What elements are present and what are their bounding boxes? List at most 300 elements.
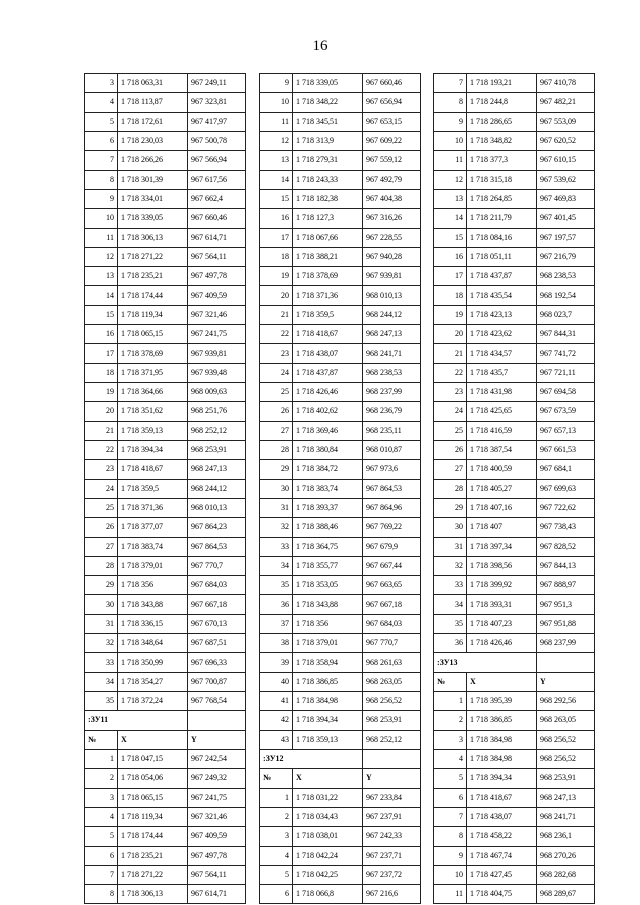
y-coordinate-cell: 968 023,7 — [537, 305, 595, 324]
table-row — [85, 151, 246, 170]
table-row — [260, 692, 421, 711]
x-coordinate-cell: 1 718 264,85 — [467, 189, 537, 208]
point-number-cell: 25 — [85, 498, 118, 517]
point-number-cell: 26 — [434, 440, 467, 459]
table-row — [85, 363, 246, 382]
x-coordinate-cell: 1 718 054,06 — [118, 769, 188, 788]
y-coordinate-cell: 967 410,78 — [537, 74, 595, 93]
x-coordinate-cell: 1 718 379,01 — [118, 556, 188, 575]
y-coordinate-cell: 968 253,91 — [188, 440, 246, 459]
section-title-row — [260, 749, 421, 768]
point-number-cell: 6 — [434, 788, 467, 807]
y-coordinate-cell: 968 247,13 — [363, 325, 421, 344]
y-coordinate-cell: 967 401,45 — [537, 209, 595, 228]
table-row — [85, 421, 246, 440]
x-coordinate-cell: 1 718 369,46 — [293, 421, 363, 440]
y-coordinate-cell: 968 253,91 — [537, 769, 595, 788]
point-number-cell: 13 — [260, 151, 293, 170]
table-row — [85, 247, 246, 266]
x-coordinate-cell: 1 718 400,59 — [467, 460, 537, 479]
y-coordinate-cell: 967 566,94 — [188, 151, 246, 170]
point-number-cell: 28 — [260, 440, 293, 459]
section-title-row — [85, 711, 246, 730]
x-coordinate-cell: 1 718 343,88 — [118, 595, 188, 614]
y-coordinate-cell: 968 270,26 — [537, 846, 595, 865]
y-coordinate-cell: 967 617,56 — [188, 170, 246, 189]
x-coordinate-cell: 1 718 394,34 — [118, 440, 188, 459]
point-number-cell: 16 — [260, 209, 293, 228]
point-number-cell: 20 — [85, 402, 118, 421]
table-row — [434, 93, 595, 112]
y-coordinate-cell: 967 241,75 — [188, 325, 246, 344]
table-row — [85, 305, 246, 324]
table-row — [434, 537, 595, 556]
table-row — [260, 730, 421, 749]
table-row — [434, 711, 595, 730]
table-row — [85, 74, 246, 93]
table-row — [260, 247, 421, 266]
table-row — [260, 576, 421, 595]
x-coordinate-cell: 1 718 119,34 — [118, 305, 188, 324]
point-number-cell: 28 — [434, 479, 467, 498]
y-coordinate-cell: 967 670,13 — [188, 614, 246, 633]
y-coordinate-cell: 967 684,03 — [188, 576, 246, 595]
x-coordinate-cell: 1 718 423,13 — [467, 305, 537, 324]
table-row — [260, 653, 421, 672]
table-row — [434, 556, 595, 575]
point-number-cell: 22 — [260, 325, 293, 344]
table-row — [434, 112, 595, 131]
point-number-cell: 36 — [434, 634, 467, 653]
point-number-cell: 30 — [434, 518, 467, 537]
y-coordinate-cell: 968 010,13 — [363, 286, 421, 305]
y-coordinate-cell: 967 559,12 — [363, 151, 421, 170]
table-row — [434, 131, 595, 150]
y-coordinate-cell: 967 864,53 — [188, 537, 246, 556]
y-coordinate-cell: 967 768,54 — [188, 692, 246, 711]
y-coordinate-cell: 968 282,68 — [537, 865, 595, 884]
x-coordinate-cell: 1 718 351,62 — [118, 402, 188, 421]
x-coordinate-cell: 1 718 364,66 — [118, 383, 188, 402]
x-coordinate-cell: 1 718 356 — [293, 614, 363, 633]
table-row — [260, 498, 421, 517]
y-coordinate-cell: 967 667,18 — [363, 595, 421, 614]
point-number-cell: 12 — [85, 247, 118, 266]
x-coordinate-cell: 1 718 431,98 — [467, 383, 537, 402]
x-coordinate-cell: 1 718 393,37 — [293, 498, 363, 517]
table-row — [85, 112, 246, 131]
table-row — [260, 614, 421, 633]
x-coordinate-cell: 1 718 438,07 — [293, 344, 363, 363]
point-number-cell: 4 — [85, 807, 118, 826]
y-coordinate-cell: 967 667,44 — [363, 556, 421, 575]
y-coordinate-cell: 968 256,52 — [363, 692, 421, 711]
x-coordinate-cell: 1 718 244,8 — [467, 93, 537, 112]
table-row — [434, 518, 595, 537]
table-row — [260, 827, 421, 846]
table-row — [260, 846, 421, 865]
table-row — [434, 807, 595, 826]
y-coordinate-cell: 967 864,96 — [363, 498, 421, 517]
y-coordinate-cell: 967 663,65 — [363, 576, 421, 595]
table-row — [260, 518, 421, 537]
point-number-cell: 9 — [434, 112, 467, 131]
table-row — [434, 827, 595, 846]
table-row — [434, 440, 595, 459]
table-row — [85, 846, 246, 865]
x-coordinate-cell: 1 718 350,99 — [118, 653, 188, 672]
x-coordinate-cell: 1 718 313,9 — [293, 131, 363, 150]
y-coordinate-cell: 967 409,59 — [188, 286, 246, 305]
y-coordinate-cell: 967 237,91 — [363, 807, 421, 826]
point-number-cell: 26 — [85, 518, 118, 537]
x-coordinate-cell: 1 718 348,82 — [467, 131, 537, 150]
point-number-cell: 24 — [260, 363, 293, 382]
table-row — [260, 325, 421, 344]
x-coordinate-cell: 1 718 438,07 — [467, 807, 537, 826]
table-row — [260, 74, 421, 93]
x-coordinate-cell: 1 718 372,24 — [118, 692, 188, 711]
table-row — [260, 305, 421, 324]
header-point-number: № — [85, 730, 118, 749]
point-number-cell: 30 — [260, 479, 293, 498]
y-coordinate-cell: 967 696,33 — [188, 653, 246, 672]
table-row — [434, 421, 595, 440]
table-row — [434, 247, 595, 266]
x-coordinate-cell: 1 718 383,74 — [118, 537, 188, 556]
point-number-cell: 8 — [85, 170, 118, 189]
empty-cell — [363, 749, 421, 768]
y-coordinate-cell: 967 242,33 — [363, 827, 421, 846]
point-number-cell: 29 — [260, 460, 293, 479]
x-coordinate-cell: 1 718 416,59 — [467, 421, 537, 440]
table-row — [260, 286, 421, 305]
point-number-cell: 8 — [434, 93, 467, 112]
x-coordinate-cell: 1 718 379,01 — [293, 634, 363, 653]
point-number-cell: 14 — [434, 209, 467, 228]
table-row — [434, 189, 595, 208]
point-number-cell: 16 — [85, 325, 118, 344]
x-coordinate-cell: 1 718 388,21 — [293, 247, 363, 266]
table-row — [85, 807, 246, 826]
y-coordinate-cell: 968 256,52 — [537, 730, 595, 749]
table-row — [434, 363, 595, 382]
x-coordinate-cell: 1 718 343,88 — [293, 595, 363, 614]
x-coordinate-cell: 1 718 306,13 — [118, 885, 188, 904]
y-coordinate-cell: 967 564,11 — [188, 865, 246, 884]
point-number-cell: 7 — [85, 151, 118, 170]
x-coordinate-cell: 1 718 315,18 — [467, 170, 537, 189]
x-coordinate-cell: 1 718 394,34 — [293, 711, 363, 730]
y-coordinate-cell: 967 828,52 — [537, 537, 595, 556]
y-coordinate-cell: 967 497,78 — [188, 846, 246, 865]
header-y-coordinate: Y — [188, 730, 246, 749]
point-number-cell: 3 — [260, 827, 293, 846]
point-number-cell: 15 — [260, 189, 293, 208]
table-row — [434, 498, 595, 517]
y-coordinate-cell: 968 247,13 — [537, 788, 595, 807]
y-coordinate-cell: 967 614,71 — [188, 885, 246, 904]
y-coordinate-cell: 967 939,48 — [188, 363, 246, 382]
y-coordinate-cell: 967 237,71 — [363, 846, 421, 865]
point-number-cell: 14 — [85, 286, 118, 305]
y-coordinate-cell: 967 699,63 — [537, 479, 595, 498]
point-number-cell: 5 — [260, 865, 293, 884]
x-coordinate-cell: 1 718 348,64 — [118, 634, 188, 653]
point-number-cell: 25 — [434, 421, 467, 440]
table-row — [85, 865, 246, 884]
y-coordinate-cell: 967 614,71 — [188, 228, 246, 247]
x-coordinate-cell: 1 718 434,57 — [467, 344, 537, 363]
point-number-cell: 4 — [434, 749, 467, 768]
y-coordinate-cell: 967 939,81 — [363, 267, 421, 286]
table-row — [260, 383, 421, 402]
section-title: :ЗУ13 — [434, 653, 537, 672]
y-coordinate-cell: 968 010,13 — [188, 498, 246, 517]
y-coordinate-cell: 967 497,78 — [188, 267, 246, 286]
y-coordinate-cell: 967 492,79 — [363, 170, 421, 189]
x-coordinate-cell: 1 718 397,34 — [467, 537, 537, 556]
x-coordinate-cell: 1 718 426,46 — [293, 383, 363, 402]
x-coordinate-cell: 1 718 435,54 — [467, 286, 537, 305]
y-coordinate-cell: 968 236,1 — [537, 827, 595, 846]
header-x-coordinate: X — [293, 769, 363, 788]
table-row — [85, 749, 246, 768]
y-coordinate-cell: 967 700,87 — [188, 672, 246, 691]
y-coordinate-cell: 968 247,13 — [188, 460, 246, 479]
table-row — [85, 614, 246, 633]
y-coordinate-cell: 967 656,94 — [363, 93, 421, 112]
x-coordinate-cell: 1 718 182,38 — [293, 189, 363, 208]
header-x-coordinate: X — [467, 672, 537, 691]
table-row — [434, 595, 595, 614]
x-coordinate-cell: 1 718 279,31 — [293, 151, 363, 170]
x-coordinate-cell: 1 718 034,43 — [293, 807, 363, 826]
x-coordinate-cell: 1 718 386,85 — [467, 711, 537, 730]
x-coordinate-cell: 1 718 174,44 — [118, 286, 188, 305]
table-row — [434, 634, 595, 653]
point-number-cell: 3 — [434, 730, 467, 749]
point-number-cell: 4 — [260, 846, 293, 865]
x-coordinate-cell: 1 718 380,84 — [293, 440, 363, 459]
point-number-cell: 10 — [260, 93, 293, 112]
point-number-cell: 6 — [85, 846, 118, 865]
point-number-cell: 29 — [85, 576, 118, 595]
point-number-cell: 32 — [260, 518, 293, 537]
y-coordinate-cell: 967 973,6 — [363, 460, 421, 479]
x-coordinate-cell: 1 718 407,23 — [467, 614, 537, 633]
x-coordinate-cell: 1 718 119,34 — [118, 807, 188, 826]
y-coordinate-cell: 967 404,38 — [363, 189, 421, 208]
point-number-cell: 3 — [85, 788, 118, 807]
y-coordinate-cell: 968 237,99 — [537, 634, 595, 653]
x-coordinate-cell: 1 718 051,11 — [467, 247, 537, 266]
point-number-cell: 35 — [260, 576, 293, 595]
y-coordinate-cell: 967 667,18 — [188, 595, 246, 614]
point-number-cell: 34 — [260, 556, 293, 575]
y-coordinate-cell: 967 609,22 — [363, 131, 421, 150]
table-row — [85, 595, 246, 614]
x-coordinate-cell: 1 718 065,15 — [118, 325, 188, 344]
table-row — [85, 769, 246, 788]
point-number-cell: 12 — [260, 131, 293, 150]
x-coordinate-cell: 1 718 334,01 — [118, 189, 188, 208]
y-coordinate-cell: 967 469,83 — [537, 189, 595, 208]
x-coordinate-cell: 1 718 172,61 — [118, 112, 188, 131]
y-coordinate-cell: 968 252,12 — [188, 421, 246, 440]
table-row — [434, 228, 595, 247]
x-coordinate-cell: 1 718 377,07 — [118, 518, 188, 537]
point-number-cell: 34 — [434, 595, 467, 614]
table-row — [85, 692, 246, 711]
point-number-cell: 20 — [434, 325, 467, 344]
point-number-cell: 21 — [85, 421, 118, 440]
table-row — [260, 672, 421, 691]
table-row — [260, 402, 421, 421]
point-number-cell: 23 — [260, 344, 293, 363]
x-coordinate-cell: 1 718 425,65 — [467, 402, 537, 421]
table-row — [434, 267, 595, 286]
y-coordinate-cell: 967 951,3 — [537, 595, 595, 614]
y-coordinate-cell: 967 939,81 — [188, 344, 246, 363]
table-row — [434, 305, 595, 324]
point-number-cell: 35 — [434, 614, 467, 633]
point-number-cell: 1 — [434, 692, 467, 711]
y-coordinate-cell: 967 216,79 — [537, 247, 595, 266]
table-row — [434, 865, 595, 884]
table-row — [85, 885, 246, 904]
table-row — [260, 711, 421, 730]
x-coordinate-cell: 1 718 271,22 — [118, 865, 188, 884]
y-coordinate-cell: 968 238,53 — [537, 267, 595, 286]
x-coordinate-cell: 1 718 364,75 — [293, 537, 363, 556]
table-row — [434, 576, 595, 595]
y-coordinate-cell: 968 251,76 — [188, 402, 246, 421]
table-row — [85, 576, 246, 595]
x-coordinate-cell: 1 718 243,33 — [293, 170, 363, 189]
x-coordinate-cell: 1 718 393,31 — [467, 595, 537, 614]
point-number-cell: 11 — [260, 112, 293, 131]
point-number-cell: 27 — [85, 537, 118, 556]
point-number-cell: 1 — [85, 749, 118, 768]
point-number-cell: 31 — [434, 537, 467, 556]
point-number-cell: 13 — [85, 267, 118, 286]
point-number-cell: 18 — [85, 363, 118, 382]
x-coordinate-cell: 1 718 435,7 — [467, 363, 537, 382]
x-coordinate-cell: 1 718 384,98 — [467, 749, 537, 768]
point-number-cell: 29 — [434, 498, 467, 517]
header-y-coordinate: Y — [363, 769, 421, 788]
point-number-cell: 8 — [434, 827, 467, 846]
table-row — [434, 479, 595, 498]
y-coordinate-cell: 967 684,1 — [537, 460, 595, 479]
y-coordinate-cell: 967 500,78 — [188, 131, 246, 150]
x-coordinate-cell: 1 718 336,15 — [118, 614, 188, 633]
x-coordinate-cell: 1 718 437,87 — [293, 363, 363, 382]
x-coordinate-cell: 1 718 127,3 — [293, 209, 363, 228]
point-number-cell: 27 — [434, 460, 467, 479]
x-coordinate-cell: 1 718 042,25 — [293, 865, 363, 884]
y-coordinate-cell: 967 662,4 — [188, 189, 246, 208]
point-number-cell: 9 — [434, 846, 467, 865]
x-coordinate-cell: 1 718 356 — [118, 576, 188, 595]
table-row — [434, 325, 595, 344]
x-coordinate-cell: 1 718 354,27 — [118, 672, 188, 691]
y-coordinate-cell: 967 237,72 — [363, 865, 421, 884]
point-number-cell: 25 — [260, 383, 293, 402]
y-coordinate-cell: 967 694,58 — [537, 383, 595, 402]
y-coordinate-cell: 968 241,71 — [363, 344, 421, 363]
table-header-row — [85, 730, 246, 749]
x-coordinate-cell: 1 718 348,22 — [293, 93, 363, 112]
point-number-cell: 16 — [434, 247, 467, 266]
table-row — [260, 363, 421, 382]
x-coordinate-cell: 1 718 031,22 — [293, 788, 363, 807]
y-coordinate-cell: 967 844,13 — [537, 556, 595, 575]
table-row — [85, 228, 246, 247]
x-coordinate-cell: 1 718 065,15 — [118, 788, 188, 807]
point-number-cell: 41 — [260, 692, 293, 711]
y-coordinate-cell: 968 289,67 — [537, 885, 595, 904]
y-coordinate-cell: 967 321,46 — [188, 807, 246, 826]
table-row — [85, 479, 246, 498]
x-coordinate-cell: 1 718 418,67 — [118, 460, 188, 479]
y-coordinate-cell: 967 321,46 — [188, 305, 246, 324]
x-coordinate-cell: 1 718 359,5 — [118, 479, 188, 498]
y-coordinate-cell: 967 409,59 — [188, 827, 246, 846]
y-coordinate-cell: 967 741,72 — [537, 344, 595, 363]
x-coordinate-cell: 1 718 355,77 — [293, 556, 363, 575]
x-coordinate-cell: 1 718 235,21 — [118, 267, 188, 286]
y-coordinate-cell: 967 228,55 — [363, 228, 421, 247]
section-title-row — [434, 653, 595, 672]
table-row — [260, 93, 421, 112]
x-coordinate-cell: 1 718 371,95 — [118, 363, 188, 382]
y-coordinate-cell: 967 660,46 — [363, 74, 421, 93]
table-row — [434, 344, 595, 363]
point-number-cell: 31 — [85, 614, 118, 633]
y-coordinate-cell: 967 564,11 — [188, 247, 246, 266]
x-coordinate-cell: 1 718 339,05 — [293, 74, 363, 93]
point-number-cell: 3 — [85, 74, 118, 93]
table-row — [85, 383, 246, 402]
x-coordinate-cell: 1 718 063,31 — [118, 74, 188, 93]
y-coordinate-cell: 968 244,12 — [188, 479, 246, 498]
y-coordinate-cell: 968 010,87 — [363, 440, 421, 459]
x-coordinate-cell: 1 718 388,46 — [293, 518, 363, 537]
table-row — [85, 518, 246, 537]
y-coordinate-cell: 968 244,12 — [363, 305, 421, 324]
x-coordinate-cell: 1 718 395,39 — [467, 692, 537, 711]
x-coordinate-cell: 1 718 113,87 — [118, 93, 188, 112]
y-coordinate-cell: 968 236,79 — [363, 402, 421, 421]
table-row — [260, 209, 421, 228]
point-number-cell: 24 — [434, 402, 467, 421]
x-coordinate-cell: 1 718 358,94 — [293, 653, 363, 672]
table-row — [260, 634, 421, 653]
y-coordinate-cell: 967 653,15 — [363, 112, 421, 131]
point-number-cell: 30 — [85, 595, 118, 614]
x-coordinate-cell: 1 718 402,62 — [293, 402, 363, 421]
table-row — [434, 286, 595, 305]
x-coordinate-cell: 1 718 047,15 — [118, 749, 188, 768]
x-coordinate-cell: 1 718 042,24 — [293, 846, 363, 865]
header-point-number: № — [260, 769, 293, 788]
table-row — [434, 846, 595, 865]
point-number-cell: 15 — [85, 305, 118, 324]
page-number: 16 — [312, 38, 328, 54]
y-coordinate-cell: 968 237,99 — [363, 383, 421, 402]
